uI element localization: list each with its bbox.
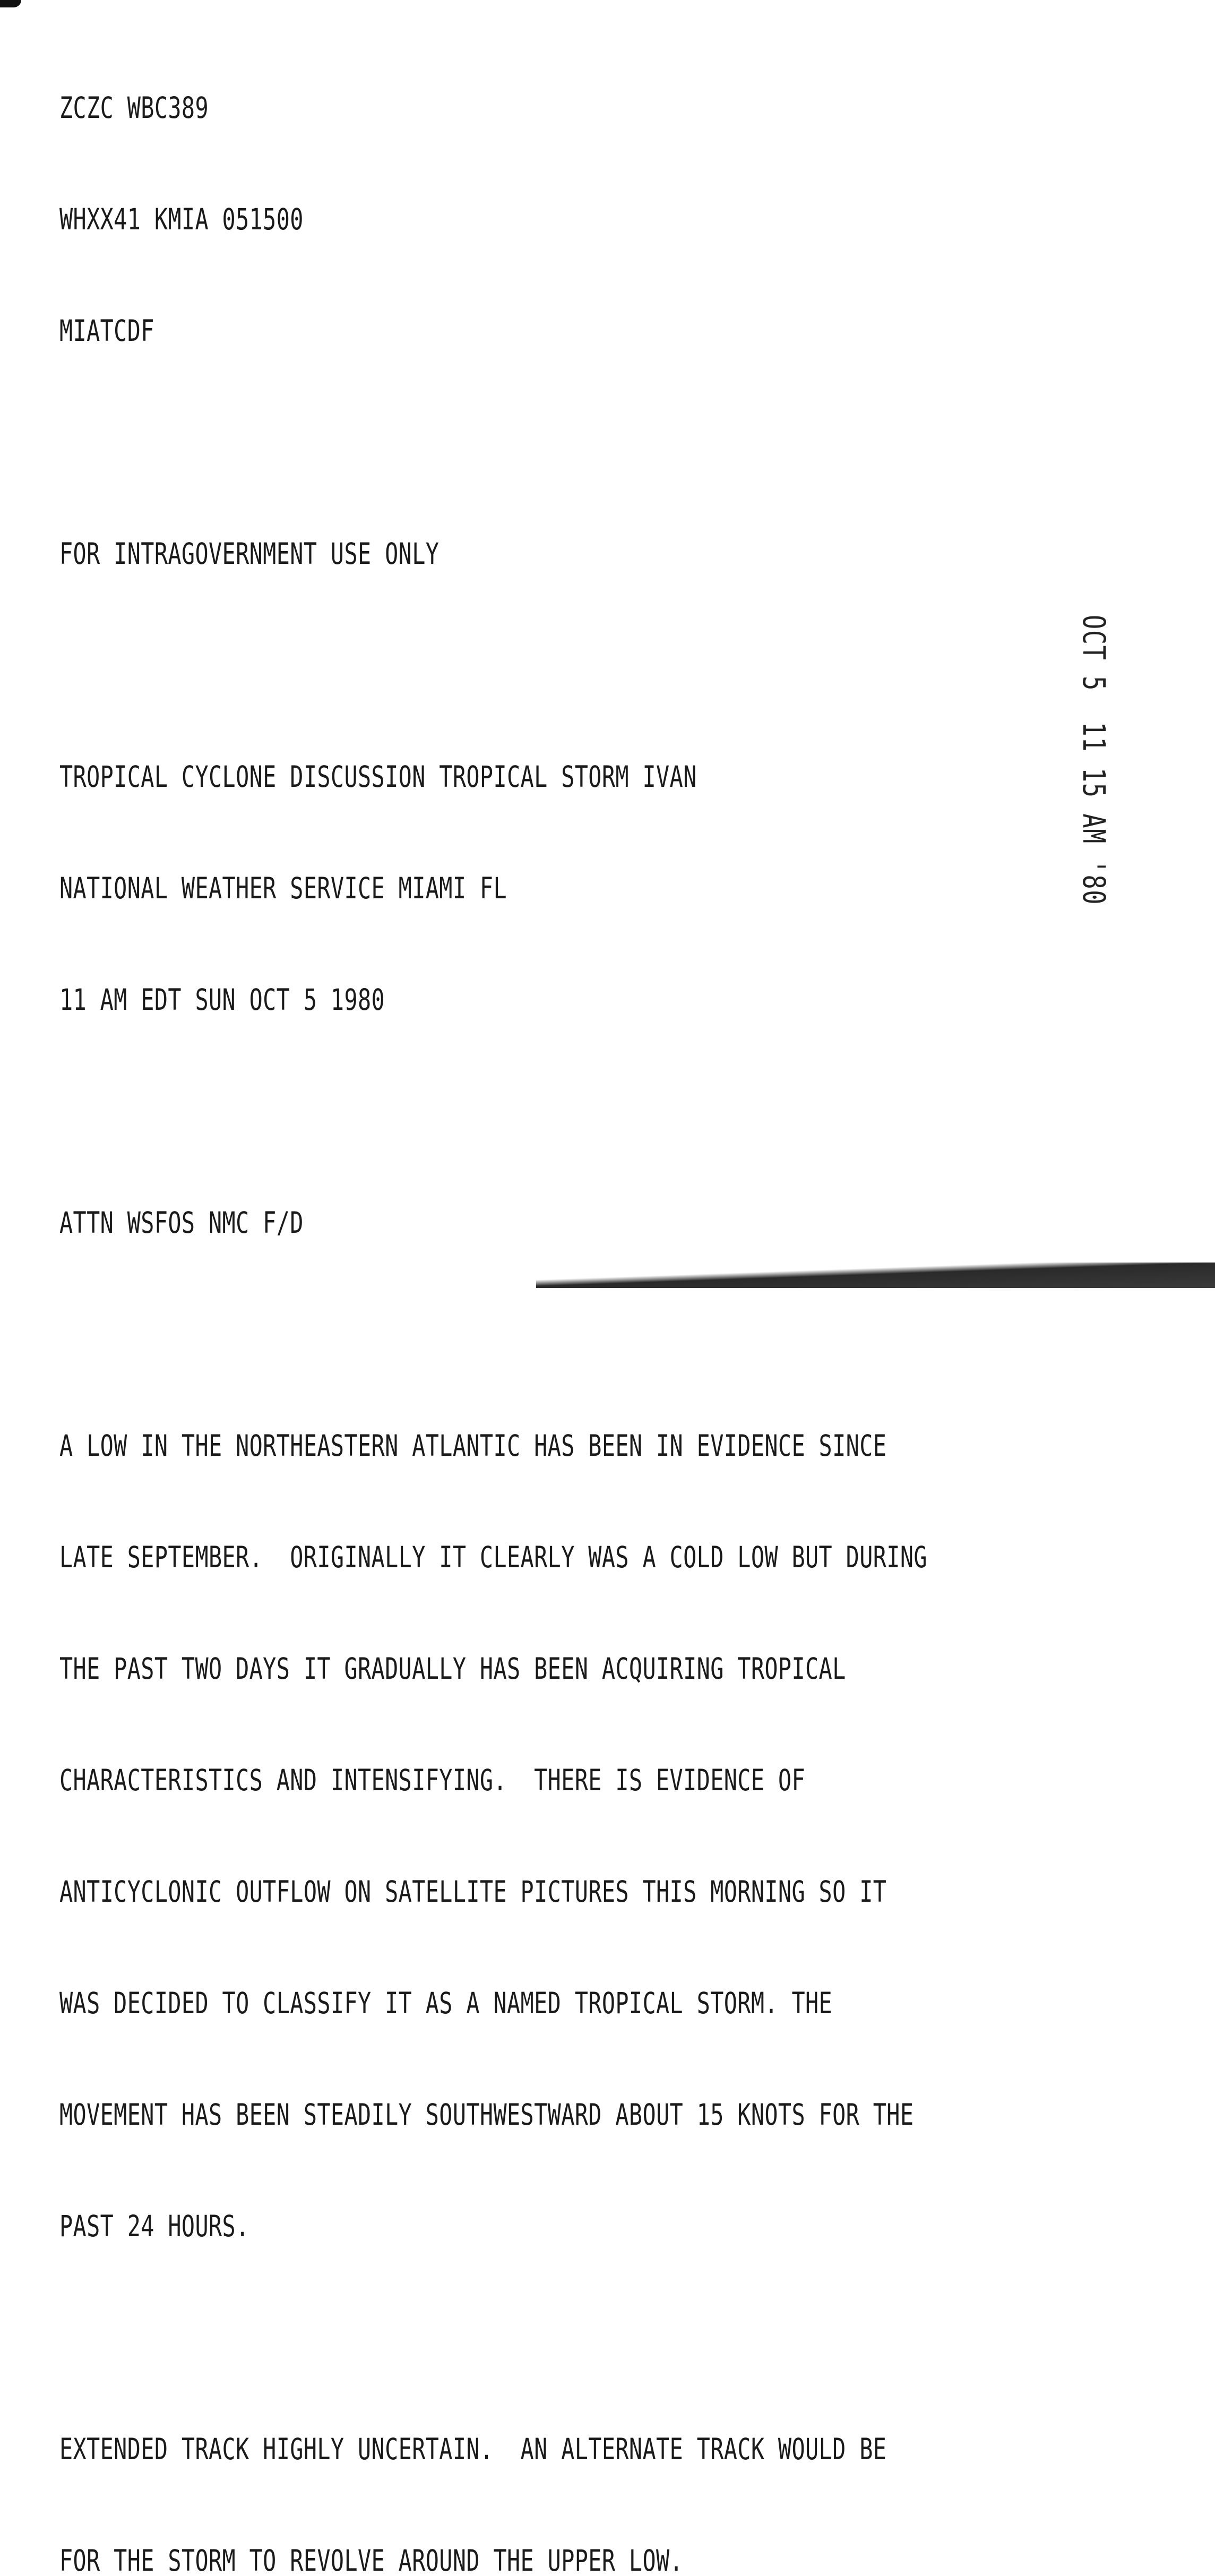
title-line-1: TROPICAL CYCLONE DISCUSSION TROPICAL STORM IVAN (59, 760, 697, 794)
attention-line: ATTN WSFOS NMC F/D (59, 1206, 304, 1240)
paragraph1-line: A LOW IN THE NORTHEASTERN ATLANTIC HAS BEEN IN EVIDENCE SINCE (59, 1429, 887, 1463)
received-time-stamp: OCT 5 11 15 AM '80 (1076, 615, 1112, 906)
paragraph1-line: ANTICYCLONIC OUTFLOW ON SATELLITE PICTURES THIS MORNING SO IT (59, 1875, 887, 1909)
paragraph1-line: CHARACTERISTICS AND INTENSIFYING. THERE IS EVIDENCE OF (59, 1763, 806, 1797)
paragraph2-line: FOR THE STORM TO REVOLVE AROUND THE UPPER LOW. (59, 2544, 684, 2576)
paragraph2-line: EXTENDED TRACK HIGHLY UNCERTAIN. AN ALTERNATE TRACK WOULD BE (59, 2432, 887, 2466)
header-line-1: ZCZC WBC389 (59, 91, 209, 125)
paragraph1-line: LATE SEPTEMBER. ORIGINALLY IT CLEARLY WAS A COLD LOW BUT DURING (59, 1540, 927, 1574)
paragraph1-line: MOVEMENT HAS BEEN STEADILY SOUTHWESTWARD ABOUT 15 KNOTS FOR THE (59, 2098, 914, 2132)
paragraph1-line: PAST 24 HOURS. (59, 2209, 249, 2243)
title-line-3: 11 AM EDT SUN OCT 5 1980 (59, 983, 385, 1017)
header-line-2: WHXX41 KMIA 051500 (59, 202, 304, 236)
paragraph1-line: WAS DECIDED TO CLASSIFY IT AS A NAMED TROPICAL STORM. THE (59, 1986, 833, 2020)
header-line-3: MIATCDF (59, 314, 154, 348)
paragraph1-line: THE PAST TWO DAYS IT GRADUALLY HAS BEEN ACQUIRING TROPICAL (59, 1652, 846, 1686)
teletype-text (59, 15, 927, 2576)
page-edge-shadow (536, 1263, 1215, 1288)
corner-smudge (0, 0, 21, 7)
title-line-2: NATIONAL WEATHER SERVICE MIAMI FL (59, 871, 507, 905)
notice: FOR INTRAGOVERNMENT USE ONLY (59, 537, 440, 571)
